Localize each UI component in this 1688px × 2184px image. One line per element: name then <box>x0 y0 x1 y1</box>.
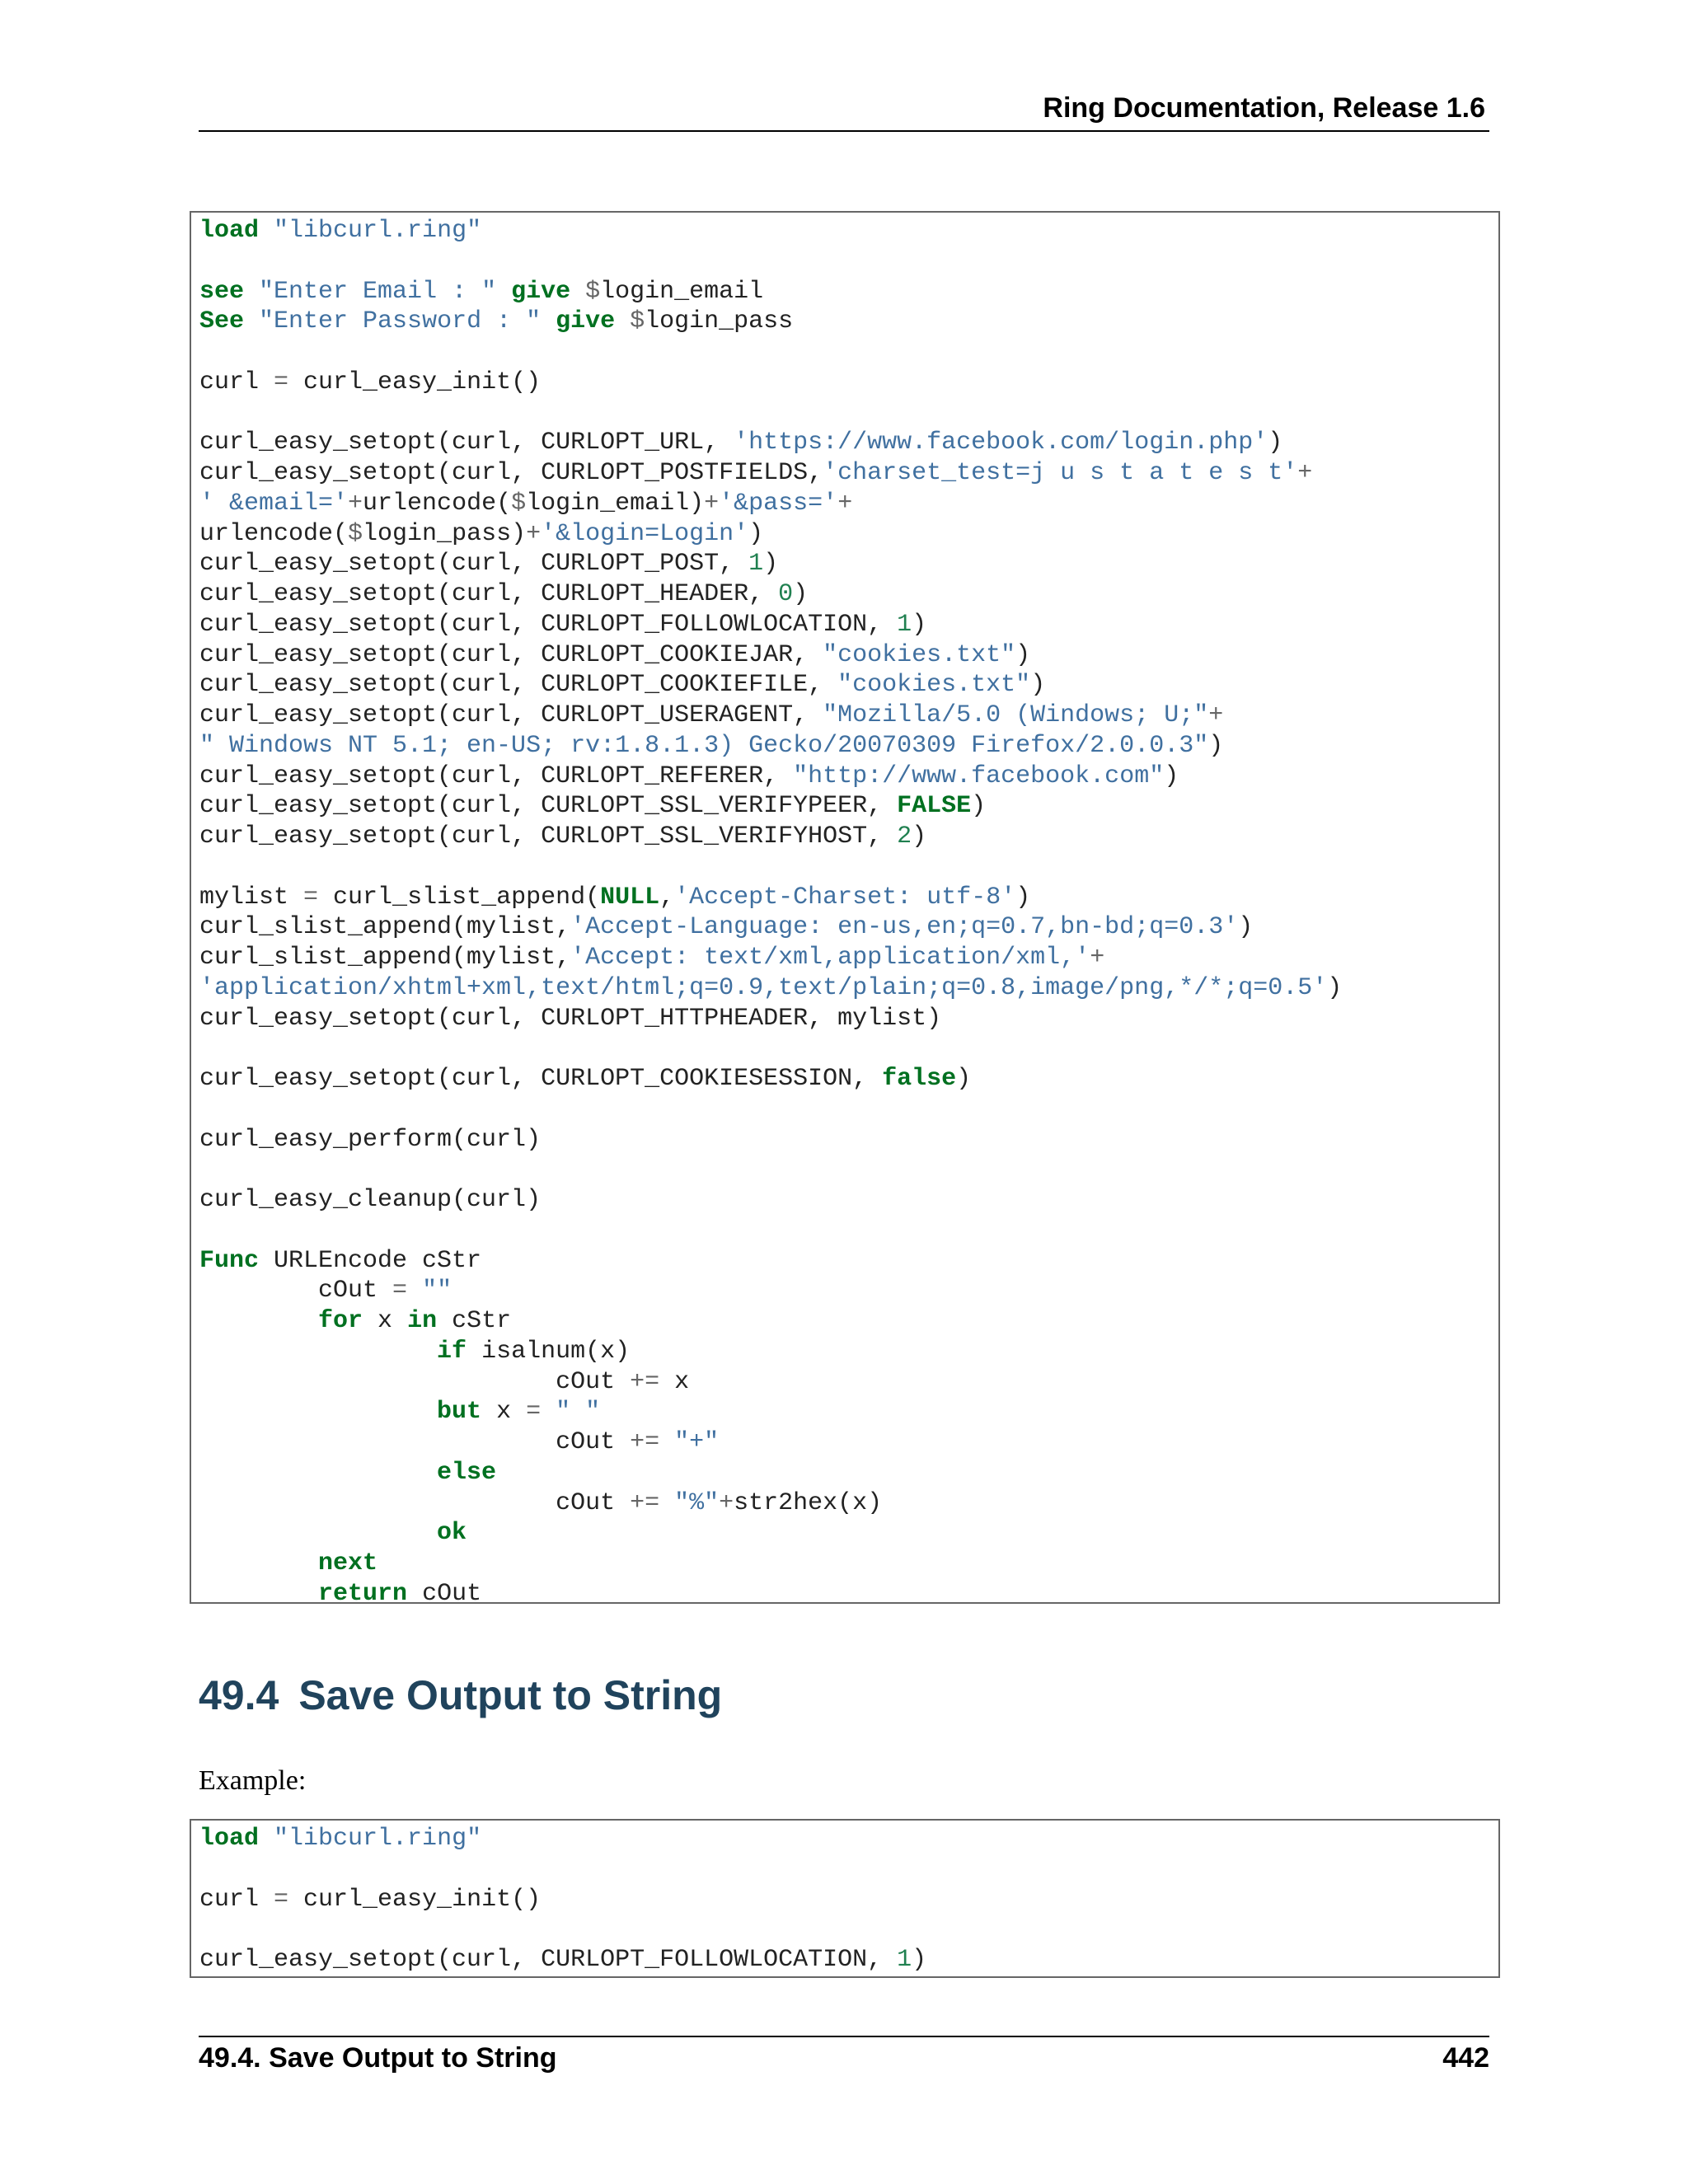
code-line <box>199 1518 1490 1549</box>
code-line <box>199 640 1490 671</box>
footer-section-title: 49.4. Save Output to String <box>199 2042 557 2074</box>
code-token: cOut <box>407 1579 482 1608</box>
code-token: "cookies.txt" <box>823 640 1016 669</box>
code-token: + <box>837 489 853 518</box>
code-token: ) <box>1015 640 1031 669</box>
code-line <box>199 1155 1490 1185</box>
code-line <box>199 973 1490 1004</box>
code-token: curl_easy_cleanup(curl) <box>199 1186 542 1214</box>
code-line <box>199 701 1490 731</box>
code-token: but <box>437 1398 482 1427</box>
code-token: 'Accept: text/xml,application/xml,' <box>570 944 1090 972</box>
code-line <box>199 458 1490 489</box>
code-token: "libcurl.ring" <box>274 1825 482 1853</box>
code-token: , <box>659 883 675 912</box>
code-token: give <box>556 307 616 336</box>
code-token: ) <box>971 792 987 821</box>
code-line <box>199 1033 1490 1064</box>
code-token: + <box>704 489 720 518</box>
code-token: give <box>511 277 571 306</box>
code-token: $ <box>630 307 645 336</box>
code-token: $ <box>348 519 363 548</box>
code-token: 'https://www.facebook.com/login.php' <box>734 429 1268 457</box>
code-token <box>199 1549 318 1577</box>
code-token: false <box>882 1065 957 1093</box>
section-title: Save Output to String <box>298 1672 723 1718</box>
code-token: = <box>303 883 319 912</box>
code-token <box>615 307 630 335</box>
code-token: ) <box>912 1946 927 1974</box>
code-token: 'Accept-Language: en-us,en;q=0.7,bn-bd;q=0.3' <box>570 913 1239 942</box>
code-line <box>199 943 1490 973</box>
code-token: else <box>437 1458 497 1487</box>
code-token <box>259 217 274 245</box>
code-line <box>199 368 1490 398</box>
code-token <box>259 1825 274 1853</box>
code-token: 1 <box>748 550 764 579</box>
code-token: "%" <box>674 1488 720 1517</box>
code-line <box>199 762 1490 792</box>
code-token: load <box>199 1825 260 1853</box>
code-token: + <box>1297 459 1313 487</box>
code-token: curl_easy_setopt(curl, CURLOPT_REFERER, <box>199 762 794 790</box>
code-token: curl_easy_init() <box>288 368 542 396</box>
code-line <box>199 1945 1490 1975</box>
code-line <box>199 1427 1490 1458</box>
code-token: URLEncode cStr <box>259 1246 482 1275</box>
code-line <box>199 1004 1490 1034</box>
code-token: ok <box>437 1519 467 1548</box>
code-token: + <box>526 519 542 548</box>
code-line <box>199 1458 1490 1488</box>
code-token: $ <box>511 489 527 518</box>
code-token: 1 <box>897 610 912 639</box>
code-token: '&pass=' <box>719 489 838 518</box>
code-token: curl <box>199 368 274 396</box>
code-token: ) <box>956 1065 972 1093</box>
code-line <box>199 519 1490 550</box>
code-line <box>199 883 1490 913</box>
code-token: ) <box>1030 671 1046 700</box>
section-heading <box>199 1671 722 1719</box>
code-token: isalnum(x) <box>467 1337 631 1366</box>
code-token: = <box>274 368 289 396</box>
code-line <box>199 912 1490 943</box>
code-token: ) <box>1164 762 1179 790</box>
code-token <box>541 307 556 335</box>
code-line <box>199 579 1490 610</box>
code-token: += <box>630 1428 660 1456</box>
code-token: curl_easy_setopt(curl, CURLOPT_POSTFIELDS, <box>199 459 823 487</box>
code-token <box>199 1519 437 1547</box>
code-token: str2hex(x) <box>734 1488 883 1517</box>
code-token: curl_easy_setopt(curl, CURLOPT_FOLLOWLOCATION, <box>199 1946 898 1974</box>
code-token: cOut <box>199 1367 631 1396</box>
code-line <box>199 1915 1490 1945</box>
code-token: " " <box>556 1398 601 1427</box>
code-token <box>407 1277 422 1305</box>
code-token: ) <box>1208 731 1224 760</box>
code-line <box>199 1094 1490 1125</box>
code-token: 'Accept-Charset: utf-8' <box>674 883 1016 912</box>
code-token: curl_easy_setopt(curl, CURLOPT_HEADER, <box>199 580 779 608</box>
code-token <box>244 307 259 335</box>
footer-page-number: 442 <box>1442 2042 1489 2074</box>
code-line <box>199 1397 1490 1427</box>
code-token: 'charset_test=j u s t a t e s t' <box>823 459 1298 487</box>
code-token: + <box>348 489 363 518</box>
code-token: ) <box>1268 429 1283 457</box>
code-token: "Mozilla/5.0 (Windows; U;" <box>823 701 1209 729</box>
code-token: "libcurl.ring" <box>274 217 482 245</box>
code-token: + <box>719 1488 734 1517</box>
code-line <box>199 277 1490 307</box>
code-line <box>199 428 1490 458</box>
code-token: ' &email=' <box>199 489 349 518</box>
code-token: cOut <box>199 1488 631 1517</box>
code-line <box>199 1306 1490 1337</box>
code-token: curl_easy_init() <box>288 1885 542 1914</box>
code-token: "+" <box>674 1428 720 1456</box>
code-token: ) <box>763 550 779 579</box>
code-token: return <box>318 1579 408 1608</box>
code-token: 1 <box>897 1946 912 1974</box>
code-line <box>199 246 1490 277</box>
code-token: ) <box>1015 883 1031 912</box>
code-lines <box>199 1824 1490 1975</box>
code-token <box>199 1307 318 1335</box>
code-line <box>199 1854 1490 1885</box>
code-token: urlencode( <box>363 489 512 518</box>
code-token: = <box>526 1398 542 1427</box>
code-line <box>199 1337 1490 1367</box>
code-token: " Windows NT 5.1; en-US; rv:1.8.1.3) Gecko/20070309 Firefox/2.0.0.3" <box>199 731 1209 760</box>
code-token: "Enter Email : " <box>259 277 497 306</box>
code-token <box>199 1338 437 1366</box>
code-token: x <box>363 1307 408 1335</box>
code-token: curl <box>199 1885 274 1914</box>
code-token: curl_easy_setopt(curl, CURLOPT_SSL_VERIFYPEER, <box>199 792 898 821</box>
code-token <box>659 1489 674 1517</box>
code-token: ) <box>748 519 764 548</box>
code-line <box>199 670 1490 701</box>
code-token: curl_easy_setopt(curl, CURLOPT_COOKIEJAR, <box>199 640 823 669</box>
code-line <box>199 822 1490 852</box>
code-token: cStr <box>437 1307 512 1335</box>
code-token <box>244 278 259 306</box>
code-token: ) <box>1327 973 1343 1002</box>
page-header-title: Ring Documentation, Release 1.6 <box>1043 92 1485 124</box>
code-token <box>199 1580 318 1608</box>
code-token: + <box>1090 944 1105 972</box>
code-line <box>199 1488 1490 1519</box>
code-token: login_pass <box>645 307 794 336</box>
code-line <box>199 791 1490 822</box>
code-line <box>199 307 1490 337</box>
code-line <box>199 852 1490 883</box>
code-token: load <box>199 217 260 245</box>
code-token: "http://www.facebook.com" <box>793 762 1165 790</box>
code-token: curl_easy_setopt(curl, CURLOPT_URL, <box>199 429 734 457</box>
code-line <box>199 489 1490 519</box>
code-token: "cookies.txt" <box>837 671 1031 700</box>
code-token: next <box>318 1549 378 1577</box>
code-token: '&login=Login' <box>541 519 749 548</box>
code-block-save-output <box>190 1819 1500 1978</box>
code-token: ) <box>793 580 809 608</box>
code-token: += <box>630 1367 660 1396</box>
code-token: x <box>481 1398 527 1427</box>
code-token: login_pass) <box>363 519 527 548</box>
code-token: for <box>318 1307 363 1335</box>
code-token: ) <box>912 823 927 851</box>
code-token: curl_easy_setopt(curl, CURLOPT_COOKIEFILE, <box>199 671 838 700</box>
code-token: 0 <box>778 580 794 608</box>
code-token: x <box>659 1367 690 1396</box>
code-block-libcurl-login <box>190 211 1500 1608</box>
code-token: 2 <box>897 823 912 851</box>
code-line <box>199 216 1490 246</box>
footer-rule <box>199 2036 1489 2037</box>
code-token: See <box>199 307 245 336</box>
code-token: curl_easy_setopt(curl, CURLOPT_COOKIESESSION, <box>199 1065 883 1093</box>
code-token: curl_slist_append(mylist, <box>199 913 571 942</box>
code-line <box>199 1885 1490 1915</box>
code-token: curl_easy_perform(curl) <box>199 1125 542 1154</box>
code-line <box>199 731 1490 762</box>
code-line <box>199 610 1490 640</box>
code-token: $ <box>585 277 601 306</box>
code-token: login_email) <box>526 489 705 518</box>
code-line <box>199 398 1490 429</box>
code-token: urlencode( <box>199 519 349 548</box>
code-line <box>199 1579 1490 1610</box>
code-token: curl_easy_setopt(curl, CURLOPT_HTTPHEADER, mylist) <box>199 1004 942 1033</box>
code-token: NULL <box>600 883 660 912</box>
code-token: curl_slist_append(mylist, <box>199 944 571 972</box>
section-number: 49.4 <box>199 1672 279 1718</box>
code-token: see <box>199 277 245 306</box>
code-line <box>199 549 1490 579</box>
code-token: cOut <box>199 1277 393 1305</box>
code-token: curl_easy_setopt(curl, CURLOPT_POST, <box>199 550 749 579</box>
code-token: + <box>1208 701 1224 729</box>
code-token: = <box>274 1885 289 1914</box>
code-line <box>199 1367 1490 1398</box>
code-token: in <box>407 1307 438 1335</box>
code-line <box>199 1246 1490 1277</box>
code-token: curl_easy_setopt(curl, CURLOPT_USERAGENT, <box>199 701 823 729</box>
code-line <box>199 337 1490 368</box>
code-token <box>199 1398 437 1426</box>
code-token: "" <box>422 1277 452 1305</box>
code-token: ) <box>912 610 927 639</box>
code-line <box>199 1216 1490 1246</box>
code-token <box>570 278 585 306</box>
code-line <box>199 1064 1490 1094</box>
code-token: ) <box>1238 913 1254 942</box>
code-token: if <box>437 1337 467 1366</box>
code-line <box>199 1185 1490 1216</box>
code-token: = <box>392 1277 408 1305</box>
code-token: FALSE <box>897 792 972 821</box>
code-token: mylist <box>199 883 304 912</box>
code-token: curl_slist_append( <box>318 883 601 912</box>
code-line <box>199 1276 1490 1306</box>
code-token: Func <box>199 1246 260 1275</box>
example-label: Example: <box>199 1765 307 1796</box>
code-line <box>199 1549 1490 1579</box>
code-token: cOut <box>199 1428 631 1456</box>
code-token: login_email <box>600 277 764 306</box>
code-token: curl_easy_setopt(curl, CURLOPT_FOLLOWLOCATION, <box>199 610 898 639</box>
code-token <box>496 278 511 306</box>
code-lines <box>199 216 1490 1610</box>
code-token <box>659 1428 674 1456</box>
code-token: += <box>630 1488 660 1517</box>
code-token <box>199 1459 437 1487</box>
code-token <box>541 1398 556 1426</box>
code-token: 'application/xhtml+xml,text/html;q=0.9,text/plain;q=0.8,image/png,*/*;q=0.5' <box>199 973 1328 1002</box>
code-token: "Enter Password : " <box>259 307 542 336</box>
code-token: curl_easy_setopt(curl, CURLOPT_SSL_VERIFYHOST, <box>199 823 898 851</box>
code-line <box>199 1824 1490 1854</box>
header-rule <box>199 130 1489 132</box>
code-line <box>199 1125 1490 1155</box>
